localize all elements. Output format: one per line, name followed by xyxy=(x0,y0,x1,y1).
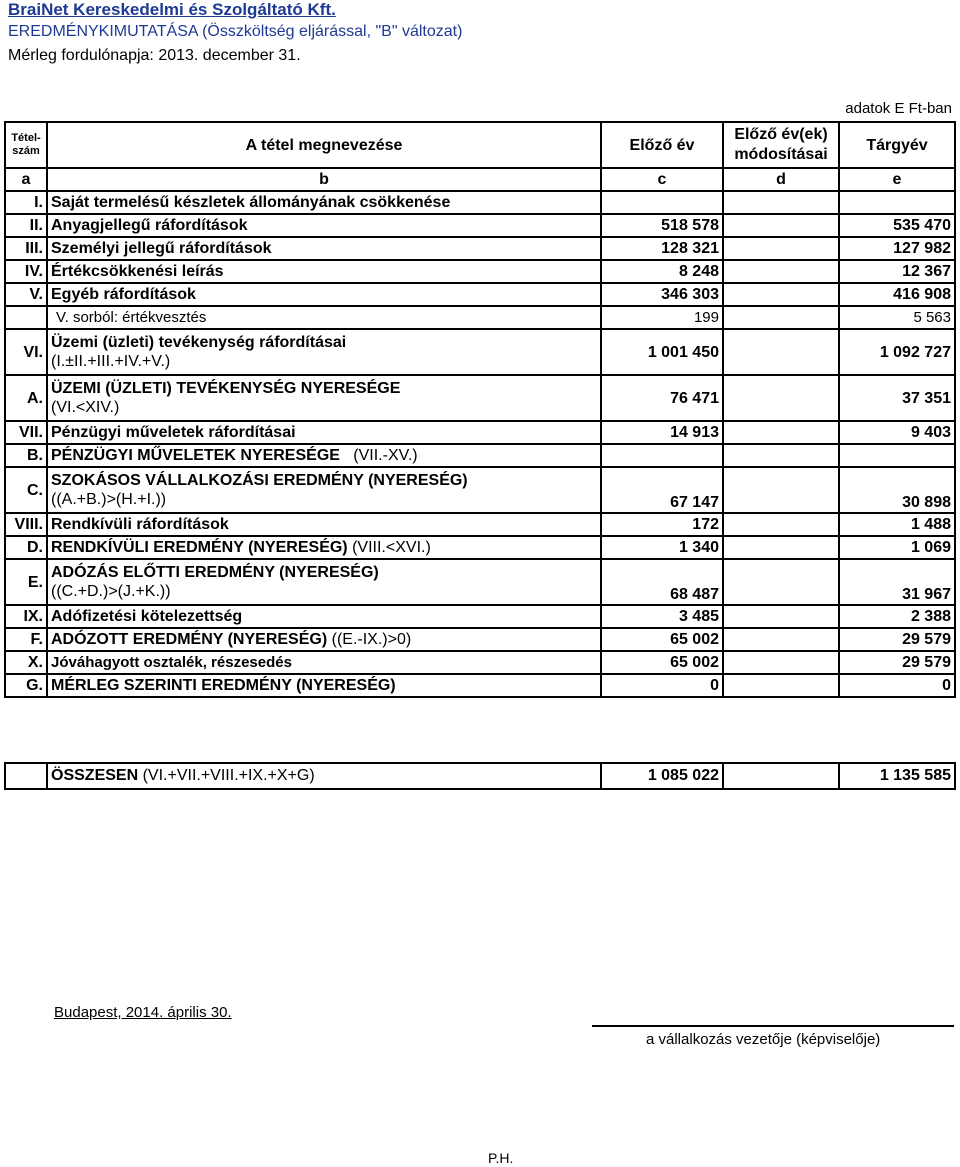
row-curr: 29 579 xyxy=(839,628,955,651)
row-mod xyxy=(723,651,839,674)
row-no: E. xyxy=(5,559,47,605)
row-prev: 346 303 xyxy=(601,283,723,306)
table-row xyxy=(5,559,955,605)
row-no: VIII. xyxy=(5,513,47,536)
row-name-line1: ÜZEMI (ÜZLETI) TEVÉKENYSÉG NYERESÉGE xyxy=(51,380,401,397)
row-mod xyxy=(723,375,839,421)
table-row xyxy=(5,605,955,628)
col-letter-d: d xyxy=(723,168,839,191)
signature-line xyxy=(592,1025,954,1027)
row-no: D. xyxy=(5,536,47,559)
col-letter-b: b xyxy=(47,168,601,191)
units-note: adatok E Ft-ban xyxy=(845,100,952,117)
row-name-line2: ((A.+B.)>(H.+I.)) xyxy=(51,491,167,508)
row-name: Jóváhagyott osztalék, részesedés xyxy=(47,651,601,674)
row-name: Adófizetési kötelezettség xyxy=(47,605,601,628)
row-no: VI. xyxy=(5,329,47,375)
row-curr: 5 563 xyxy=(839,306,955,329)
row-curr: 29 579 xyxy=(839,651,955,674)
row-name-suffix: (VII.-XV.) xyxy=(353,447,418,464)
row-curr xyxy=(839,191,955,214)
col-header-mod: Előző év(ek) módosításai xyxy=(723,122,839,168)
table-row xyxy=(5,674,955,697)
row-no: C. xyxy=(5,467,47,513)
row-prev: 76 471 xyxy=(601,375,723,421)
row-name-line2: ((C.+D.)>(J.+K.)) xyxy=(51,583,171,600)
row-name: Egyéb ráfordítások xyxy=(47,283,601,306)
row-no xyxy=(5,306,47,329)
row-name xyxy=(47,628,601,651)
row-name xyxy=(47,467,601,513)
row-mod xyxy=(723,628,839,651)
row-mod xyxy=(723,467,839,513)
row-name: Saját termelésű készletek állományának csökkenése xyxy=(47,191,601,214)
header-row xyxy=(5,122,955,168)
row-name-main: RENDKÍVÜLI EREDMÉNY (NYERESÉG) xyxy=(51,539,348,556)
row-name-main: PÉNZÜGYI MŰVELETEK NYERESÉGE xyxy=(51,447,340,464)
col-letter-e: e xyxy=(839,168,955,191)
total-mod xyxy=(723,763,839,789)
row-prev: 65 002 xyxy=(601,651,723,674)
row-prev: 518 578 xyxy=(601,214,723,237)
stamp-placeholder: P.H. xyxy=(488,1150,514,1166)
table-row xyxy=(5,260,955,283)
total-curr: 1 135 585 xyxy=(839,763,955,789)
row-curr: 127 982 xyxy=(839,237,955,260)
row-prev: 128 321 xyxy=(601,237,723,260)
col-header-prev: Előző év xyxy=(601,122,723,168)
row-curr xyxy=(839,444,955,467)
row-name: Személyi jellegű ráfordítások xyxy=(47,237,601,260)
row-curr: 31 967 xyxy=(839,559,955,605)
row-mod xyxy=(723,674,839,697)
row-curr: 1 488 xyxy=(839,513,955,536)
row-curr: 0 xyxy=(839,674,955,697)
row-prev: 68 487 xyxy=(601,559,723,605)
row-curr: 12 367 xyxy=(839,260,955,283)
row-prev: 65 002 xyxy=(601,628,723,651)
row-name xyxy=(47,329,601,375)
row-curr: 2 388 xyxy=(839,605,955,628)
total-prev: 1 085 022 xyxy=(601,763,723,789)
row-no: I. xyxy=(5,191,47,214)
row-name-line2: (I.±II.+III.+IV.+V.) xyxy=(51,353,171,370)
row-name-line1: SZOKÁSOS VÁLLALKOZÁSI EREDMÉNY (NYERESÉG) xyxy=(51,472,468,489)
row-mod xyxy=(723,237,839,260)
row-mod xyxy=(723,306,839,329)
table-row xyxy=(5,628,955,651)
row-name: MÉRLEG SZERINTI EREDMÉNY (NYERESÉG) xyxy=(47,674,601,697)
company-name: BraiNet Kereskedelmi és Szolgáltató Kft. xyxy=(8,0,336,19)
col-letter-c: c xyxy=(601,168,723,191)
row-no: VII. xyxy=(5,421,47,444)
row-name xyxy=(47,375,601,421)
table-row xyxy=(5,329,955,375)
row-prev: 8 248 xyxy=(601,260,723,283)
row-prev: 0 xyxy=(601,674,723,697)
table-row xyxy=(5,651,955,674)
row-name: Értékcsökkenési leírás xyxy=(47,260,601,283)
table-row xyxy=(5,513,955,536)
table-row xyxy=(5,421,955,444)
total-no-cell xyxy=(5,763,47,789)
place-date: Budapest, 2014. április 30. xyxy=(54,1004,232,1021)
table-row xyxy=(5,375,955,421)
row-no: X. xyxy=(5,651,47,674)
total-label-cell xyxy=(47,763,601,789)
table-row xyxy=(5,467,955,513)
row-no: IV. xyxy=(5,260,47,283)
income-statement-table xyxy=(4,121,956,698)
total-formula: (VI.+VII.+VIII.+IX.+X+G) xyxy=(142,767,315,784)
row-name-suffix: ((E.-IX.)>0) xyxy=(331,631,412,648)
row-name xyxy=(47,559,601,605)
col-header-item-no: Tétel- szám xyxy=(5,122,47,168)
row-name xyxy=(47,536,601,559)
letter-row xyxy=(5,168,955,191)
row-curr: 9 403 xyxy=(839,421,955,444)
row-name: Pénzügyi műveletek ráfordításai xyxy=(47,421,601,444)
row-no: II. xyxy=(5,214,47,237)
row-prev: 172 xyxy=(601,513,723,536)
row-mod xyxy=(723,191,839,214)
row-prev: 1 340 xyxy=(601,536,723,559)
row-curr: 30 898 xyxy=(839,467,955,513)
row-mod xyxy=(723,513,839,536)
row-mod xyxy=(723,283,839,306)
balance-sheet-date: Mérleg fordulónapja: 2013. december 31. xyxy=(8,47,301,64)
col-header-name: A tétel megnevezése xyxy=(47,122,601,168)
row-prev: 14 913 xyxy=(601,421,723,444)
row-mod xyxy=(723,605,839,628)
row-name-line1: ADÓZÁS ELŐTTI EREDMÉNY (NYERESÉG) xyxy=(51,564,379,581)
table-row xyxy=(5,237,955,260)
table-row xyxy=(5,306,955,329)
row-no: B. xyxy=(5,444,47,467)
row-mod xyxy=(723,214,839,237)
table-row xyxy=(5,191,955,214)
row-name: Rendkívüli ráfordítások xyxy=(47,513,601,536)
row-curr: 535 470 xyxy=(839,214,955,237)
row-no: IX. xyxy=(5,605,47,628)
row-name-main: ADÓZOTT EREDMÉNY (NYERESÉG) xyxy=(51,631,328,648)
total-table xyxy=(4,762,956,790)
total-row xyxy=(5,763,955,789)
row-prev: 3 485 xyxy=(601,605,723,628)
row-prev: 199 xyxy=(601,306,723,329)
row-mod xyxy=(723,559,839,605)
row-curr: 37 351 xyxy=(839,375,955,421)
row-prev: 1 001 450 xyxy=(601,329,723,375)
col-header-curr: Tárgyév xyxy=(839,122,955,168)
row-no: F. xyxy=(5,628,47,651)
row-name xyxy=(47,444,601,467)
row-name-line1: Üzemi (üzleti) tevékenység ráfordításai xyxy=(51,334,347,351)
signature-label: a vállalkozás vezetője (képviselője) xyxy=(646,1031,881,1048)
row-mod xyxy=(723,444,839,467)
row-mod xyxy=(723,536,839,559)
row-mod xyxy=(723,260,839,283)
row-no: G. xyxy=(5,674,47,697)
row-mod xyxy=(723,329,839,375)
row-no: A. xyxy=(5,375,47,421)
row-curr: 1 092 727 xyxy=(839,329,955,375)
table-row xyxy=(5,536,955,559)
row-prev xyxy=(601,191,723,214)
row-prev: 67 147 xyxy=(601,467,723,513)
table-row xyxy=(5,283,955,306)
row-no: V. xyxy=(5,283,47,306)
total-label: ÖSSZESEN xyxy=(51,767,139,784)
report-title: EREDMÉNYKIMUTATÁSA (Összköltség eljárással, "B" változat) xyxy=(8,23,463,40)
col-letter-a: a xyxy=(5,168,47,191)
row-name: V. sorból: értékvesztés xyxy=(47,306,601,329)
row-name: Anyagjellegű ráfordítások xyxy=(47,214,601,237)
row-mod xyxy=(723,421,839,444)
row-name-suffix: (VIII.<XVI.) xyxy=(352,539,431,556)
row-curr: 416 908 xyxy=(839,283,955,306)
table-row xyxy=(5,444,955,467)
row-curr: 1 069 xyxy=(839,536,955,559)
table-row xyxy=(5,214,955,237)
row-prev xyxy=(601,444,723,467)
row-name-line2: (VI.<XIV.) xyxy=(51,399,120,416)
row-no: III. xyxy=(5,237,47,260)
